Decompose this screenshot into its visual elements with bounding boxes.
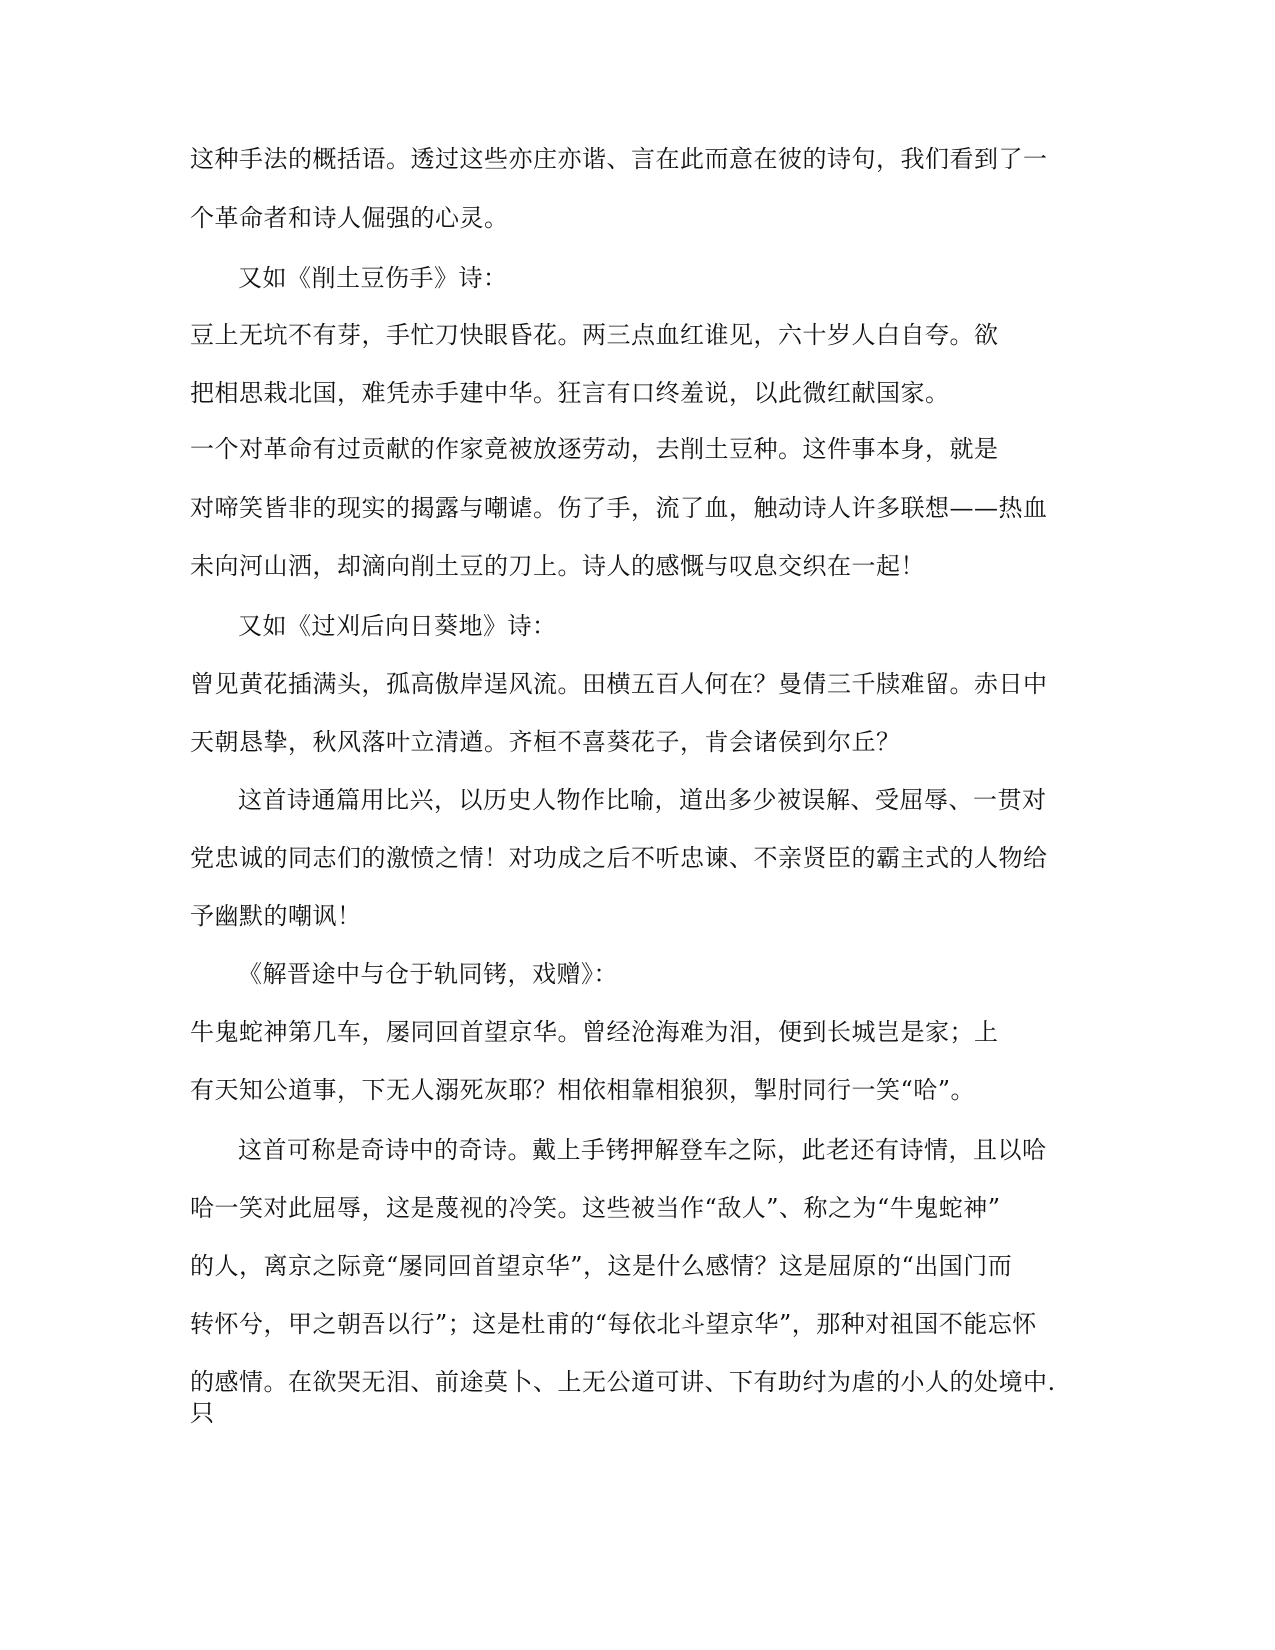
paragraph-line: 只 bbox=[190, 1399, 215, 1427]
poem-line: 把相思栽北国，难凭赤手建中华。狂言有口终羞说，以此微红献国家。 bbox=[190, 379, 950, 407]
poem-line: 牛鬼蛇神第几车，屡同回首望京华。曾经沧海难为泪，便到长城岂是家；上 bbox=[190, 1018, 999, 1046]
paragraph-line: 未向河山洒，却滴向削土豆的刀上。诗人的感慨与叹息交织在一起！ bbox=[190, 552, 925, 580]
poem-line: 天朝恳挚，秋风落叶立清遒。齐桓不喜葵花子，肯会诸侯到尔丘？ bbox=[190, 728, 901, 756]
paragraph-line: 一个对革命有过贡献的作家竟被放逐劳动，去削土豆种。这件事本身，就是 bbox=[190, 435, 999, 463]
poem-line: 有天知公道事，下无人溺死灰耶？相依相靠相狼狈，掣肘同行一笑“哈”。 bbox=[190, 1076, 976, 1104]
paragraph-line: 对啼笑皆非的现实的揭露与嘲谑。伤了手，流了血，触动诗人许多联想——热血 bbox=[190, 494, 1048, 522]
poem-intro-line: 又如《削土豆伤手》诗： bbox=[238, 264, 508, 292]
paragraph-line: 的人，离京之际竟“屡同回首望京华”，这是什么感情？这是屈原的“出国门而 bbox=[190, 1252, 1013, 1280]
poem-line: 豆上无坑不有芽，手忙刀快眼昏花。两三点血红谁见，六十岁人白自夸。欲 bbox=[190, 321, 999, 349]
paragraph-line: 个革命者和诗人倔强的心灵。 bbox=[190, 204, 509, 232]
poem-line: 曾见黄花插满头，孤高傲岸逞风流。田横五百人何在？曼倩三千牍难留。赤日中 bbox=[190, 670, 1048, 698]
paragraph-line: 转怀兮，甲之朝吾以行”；这是杜甫的“每依北斗望京华”，那种对祖国不能忘怀 bbox=[190, 1310, 1037, 1338]
paragraph-line: 这首可称是奇诗中的奇诗。戴上手铐押解登车之际，此老还有诗情，且以哈 bbox=[238, 1136, 1047, 1164]
poem-intro-line: 又如《过刈后向日葵地》诗： bbox=[238, 612, 557, 640]
paragraph-line: 党忠诚的同志们的激愤之情！对功成之后不听忠谏、不亲贤臣的霸主式的人物给 bbox=[190, 844, 1048, 872]
paragraph-line: 这种手法的概括语。透过这些亦庄亦谐、言在此而意在彼的诗句，我们看到了一 bbox=[190, 145, 1048, 173]
poem-intro-line: 《解晋途中与仓于轨同铐，戏赠》： bbox=[238, 960, 618, 988]
paragraph-line: 这首诗通篇用比兴，以历史人物作比喻，道出多少被误解、受屈辱、一贯对 bbox=[238, 786, 1047, 814]
paragraph-line: 的感情。在欲哭无泪、前途莫卜、上无公道可讲、下有助纣为虐的小人的处境中. bbox=[190, 1368, 1056, 1396]
paragraph-line: 哈一笑对此屈辱，这是蔑视的冷笑。这些被当作“敌人”、称之为“牛鬼蛇神” bbox=[190, 1194, 1001, 1222]
paragraph-line: 予幽默的嘲讽！ bbox=[190, 902, 362, 930]
